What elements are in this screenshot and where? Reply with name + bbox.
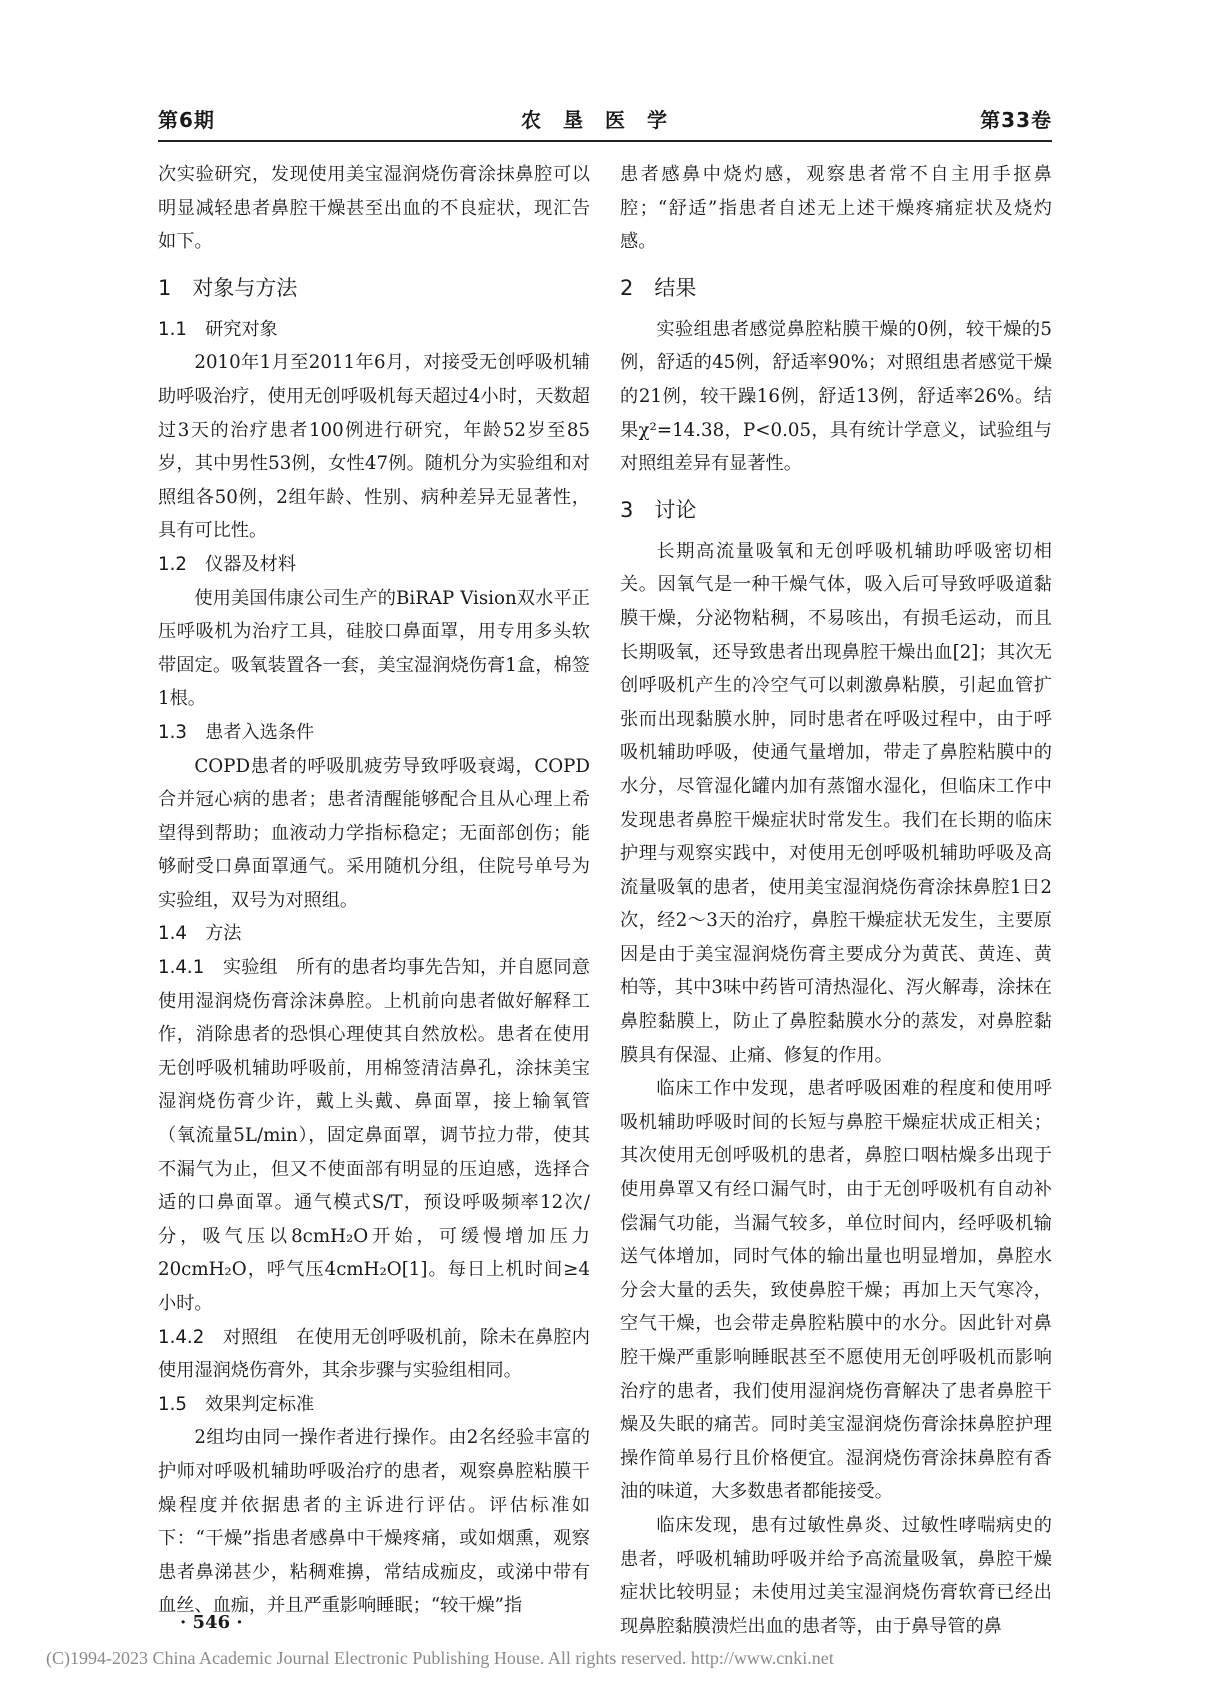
paragraph: 次实验研究，发现使用美宝湿润烧伤膏涂抹鼻腔可以明显减轻患者鼻腔干燥甚至出血的不良症状，现汇告如下。	[158, 164, 590, 253]
header-rule	[158, 140, 1052, 142]
subsection-heading: 1.3 患者入选条件	[158, 721, 315, 743]
section-heading: 2 结果	[620, 275, 697, 300]
journal-name: 农垦医学	[521, 108, 689, 132]
subsubsection-heading: 1.4.1 实验组	[158, 957, 297, 979]
paragraph: COPD患者的呼吸肌疲劳导致呼吸衰竭，COPD合并冠心病的患者；患者清醒能够配合且从心理上希望得到帮助；血液动力学指标稳定；无面部创伤；能够耐受口鼻面罩通气。采用随机分组，住院号单号为实验组，双号为对照组。	[158, 755, 590, 911]
copyright-footer: (C)1994-2023 China Academic Journal Electronic Publishing House. All rights reserved. http://www.cnki.net	[46, 1648, 834, 1668]
subsubsection-heading: 1.4.2 对照组	[158, 1326, 297, 1348]
running-header	[158, 104, 1052, 140]
paragraph: 临床工作中发现，患者呼吸困难的程度和使用呼吸机辅助呼吸时间的长短与鼻腔干燥症状成正相关；其次使用无创呼吸机的患者，鼻腔口咽枯燥多出现于使用鼻罩又有经口漏气时，由于无创呼吸机有自动补偿漏气功能，当漏气较多，单位时间内，经呼吸机输送气体增加，同时气体的输出量也明显增加，鼻腔水分会大量的丢失，致使鼻腔干燥；再加上天气寒冷，空气干燥，也会带走鼻腔粘膜中的水分。因此针对鼻腔干燥严重影响睡眠甚至不愿使用无创呼吸机而影响治疗的患者，我们使用湿润烧伤膏解决了患者鼻腔干燥及失眠的痛苦。同时美宝湿润烧伤膏涂抹鼻腔护理操作简单易行且价格便宜。湿润烧伤膏涂抹鼻腔有香油的味道，大多数患者都能接受。	[620, 1078, 1052, 1503]
paragraph: 长期高流量吸氧和无创呼吸机辅助呼吸密切相关。因氧气是一种干燥气体，吸入后可导致呼吸道黏膜干燥，分泌物粘稠，不易咳出，有损毛运动，而且长期吸氧，还导致患者出现鼻腔干燥出血[2]；其次无创呼吸机产生的冷空气可以刺激鼻粘膜，引起血管扩张而出现黏膜水肿，同时患者在呼吸过程中，由于呼吸机辅助呼吸，使通气量增加，带走了鼻腔粘膜中的水分，尽管湿化罐内加有蒸馏水湿化，但临床工作中发现患者鼻腔干燥症状时常发生。我们在长期的临床护理与观察实践中，对使用无创呼吸机辅助呼吸及高流量吸氧的患者，使用美宝湿润烧伤膏涂抹鼻腔1日2次，经2～3天的治疗，鼻腔干燥症状无发生，主要原因是由于美宝湿润烧伤膏主要成分为黄芪、黄连、黄柏等，其中3味中药皆可清热湿化、泻火解毒，涂抹在鼻腔黏膜上，防止了鼻腔黏膜水分的蒸发，对鼻腔黏膜具有保湿、止痛、修复的作用。	[620, 540, 1052, 1066]
paragraph: 2010年1月至2011年6月，对接受无创呼吸机辅助呼吸治疗，使用无创呼吸机每天超过4小时，天数超过3天的治疗患者100例进行研究，年龄52岁至85岁，其中男性53例，女性47例。随机分为实验组和对照组各50例，2组年龄、性别、病种差异无显著性，具有可比性。	[158, 352, 590, 542]
paragraph: 实验组患者感觉鼻腔粘膜干燥的0例，较干燥的5例，舒适的45例，舒适率90%；对照组患者感觉干燥的21例，较干躁16例，舒适13例，舒适率26%。结果χ²=14.38，P<0.05，具有统计学意义，试验组与对照组差异有显著性。	[620, 318, 1052, 475]
paragraph: 2组均由同一操作者进行操作。由2名经验丰富的护师对呼吸机辅助呼吸治疗的患者，观察鼻腔粘膜干燥程度并依据患者的主诉进行评估。评估标准如下：“干燥”指患者感鼻中干燥疼痛，或如烟熏，观察患者鼻涕甚少，粘稠难擤，常结成痂皮，或涕中带有血丝、血痂，并且严重影响睡眠；“较干燥”指	[158, 1427, 590, 1617]
volume-label: 第33卷	[980, 108, 1052, 132]
paragraph-text: 所有的患者均事先告知，并自愿同意使用湿润烧伤膏涂沫鼻腔。上机前向患者做好解释工作，消除患者的恐惧心理使其自然放松。患者在使用无创呼吸机辅助呼吸前，用棉签清洁鼻孔，涂抹美宝湿润烧伤膏少许，戴上头戴、鼻面罩，接上输氧管（氧流量5L/min），固定鼻面罩，调节拉力带，使其不漏气为止，但又不使面部有明显的压迫感，选择合适的口鼻面罩。通气模式S/T，预设呼吸频率12次/分，吸气压以8cmH₂O开始，可缓慢增加压力20cmH₂O，呼气压4cmH₂O[1]。每日上机时间≥4小时。	[158, 957, 590, 1314]
paragraph: 临床发现，患有过敏性鼻炎、过敏性哮喘病史的患者，呼吸机辅助呼吸并给予高流量吸氧，鼻腔干燥症状比较明显；未使用过美宝湿润烧伤膏软膏已经出现鼻腔黏膜溃烂出血的患者等，由于鼻导管的鼻	[620, 1514, 1052, 1637]
paragraph-with-heading	[158, 951, 590, 1321]
paragraph: 患者感鼻中烧灼感，观察患者常不自主用手抠鼻腔；“舒适”指患者自述无上述干燥疼痛症状及烧灼感。	[620, 164, 1052, 253]
subsection-heading: 1.1 研究对象	[158, 318, 278, 340]
subsection-heading: 1.5 效果判定标准	[158, 1393, 315, 1415]
subsection-heading: 1.4 方法	[158, 923, 242, 945]
paragraph: 使用美国伟康公司生产的BiRAP Vision双水平正压呼吸机为治疗工具，硅胶口鼻面罩，用专用多头软带固定。吸氧装置各一套，美宝湿润烧伤膏1盒，棉签1根。	[158, 587, 590, 710]
section-heading: 3 讨论	[620, 497, 697, 522]
paragraph-with-heading	[158, 1321, 590, 1388]
subsection-heading: 1.2 仪器及材料	[158, 553, 297, 575]
section-heading: 1 对象与方法	[158, 275, 298, 300]
page-number: · 546 ·	[180, 1612, 243, 1633]
right-column	[620, 158, 1052, 1643]
paragraph-text: 在使用无创呼吸机前，除未在鼻腔内使用湿润烧伤膏外，其余步骤与实验组相同。	[158, 1326, 590, 1382]
left-column	[158, 158, 590, 1623]
issue-label: 第6期	[158, 108, 215, 132]
